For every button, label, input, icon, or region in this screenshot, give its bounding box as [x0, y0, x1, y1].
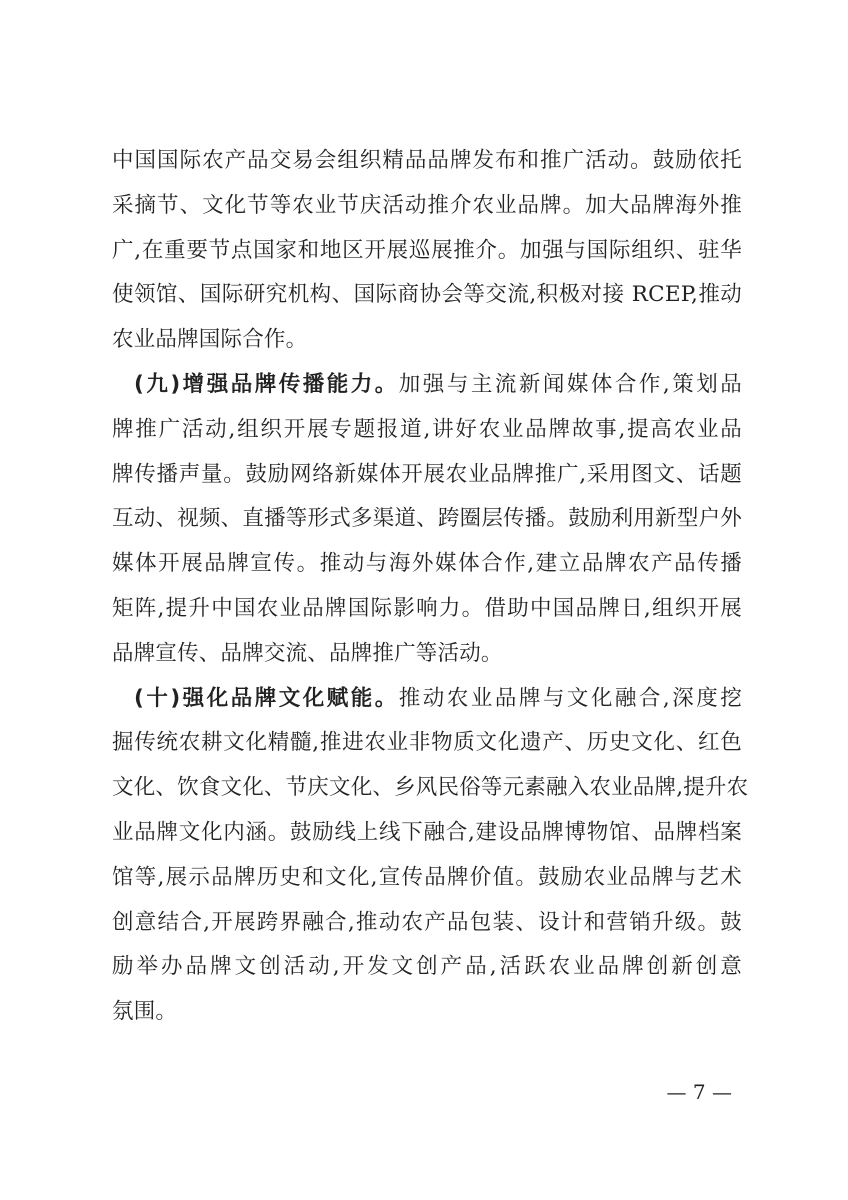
- text-line: [112, 363, 742, 408]
- text-line: 创意结合,开展跨界融合,推动农产品包装、设计和营销升级。鼓: [112, 909, 742, 935]
- text-line: 广,在重要节点国家和地区开展巡展推介。加强与国际组织、驻华: [112, 237, 742, 263]
- text-line: 掘传统农耕文化精髓,推进农业非物质文化遗产、历史文化、红色: [112, 730, 742, 756]
- text-line: 使领馆、国际研究机构、国际商协会等交流,积极对接 RCEP,推动: [112, 282, 742, 308]
- text-line: [112, 677, 742, 722]
- text-line: 氛围。: [112, 999, 178, 1025]
- body-text: [112, 139, 749, 1035]
- text-line: 文化、饮食文化、节庆文化、乡风民俗等元素融入农业品牌,提升农: [112, 775, 749, 801]
- text-line: 牌推广活动,组织开展专题报道,讲好农业品牌故事,提高农业品: [112, 416, 742, 442]
- text-line: 矩阵,提升中国农业品牌国际影响力。借助中国品牌日,组织开展: [112, 595, 742, 621]
- text-line: 中国国际农产品交易会组织精品品牌发布和推广活动。鼓励依托: [112, 148, 742, 173]
- text-line: 互动、视频、直播等形式多渠道、跨圈层传播。鼓励利用新型户外: [112, 506, 742, 532]
- text-line: 采摘节、文化节等农业节庆活动推介农业品牌。加大品牌海外推: [112, 192, 742, 218]
- text-line: 媒体开展品牌宣传。推动与海外媒体合作,建立品牌农产品传播: [112, 551, 742, 577]
- text-line: 馆等,展示品牌历史和文化,宣传品牌价值。鼓励农业品牌与艺术: [112, 864, 742, 890]
- section-heading-9: (九)增强品牌传播能力。: [134, 371, 399, 397]
- paragraph-brand-communication: [112, 363, 742, 677]
- text-line: 牌传播声量。鼓励网络新媒体开展农业品牌推广,采用图文、话题: [112, 461, 742, 487]
- paragraph-brand-culture: [112, 677, 749, 1035]
- section-heading-10: (十)强化品牌文化赋能。: [134, 685, 399, 711]
- text-line: 品牌宣传、品牌交流、品牌推广等活动。: [112, 640, 503, 666]
- text-span: 推动农业品牌与文化融合,深度挖: [398, 685, 742, 711]
- text-line: 农业品牌国际合作。: [112, 327, 308, 353]
- text-line: 励举办品牌文创活动,开发文创产品,活跃农业品牌创新创意: [112, 954, 742, 980]
- page-number: — 7 —: [666, 1080, 732, 1104]
- paragraph-international-promotion: [112, 139, 742, 363]
- text-span: 加强与主流新闻媒体合作,策划品: [398, 371, 742, 397]
- text-line: 业品牌文化内涵。鼓励线上线下融合,建设品牌博物馆、品牌档案: [112, 819, 742, 845]
